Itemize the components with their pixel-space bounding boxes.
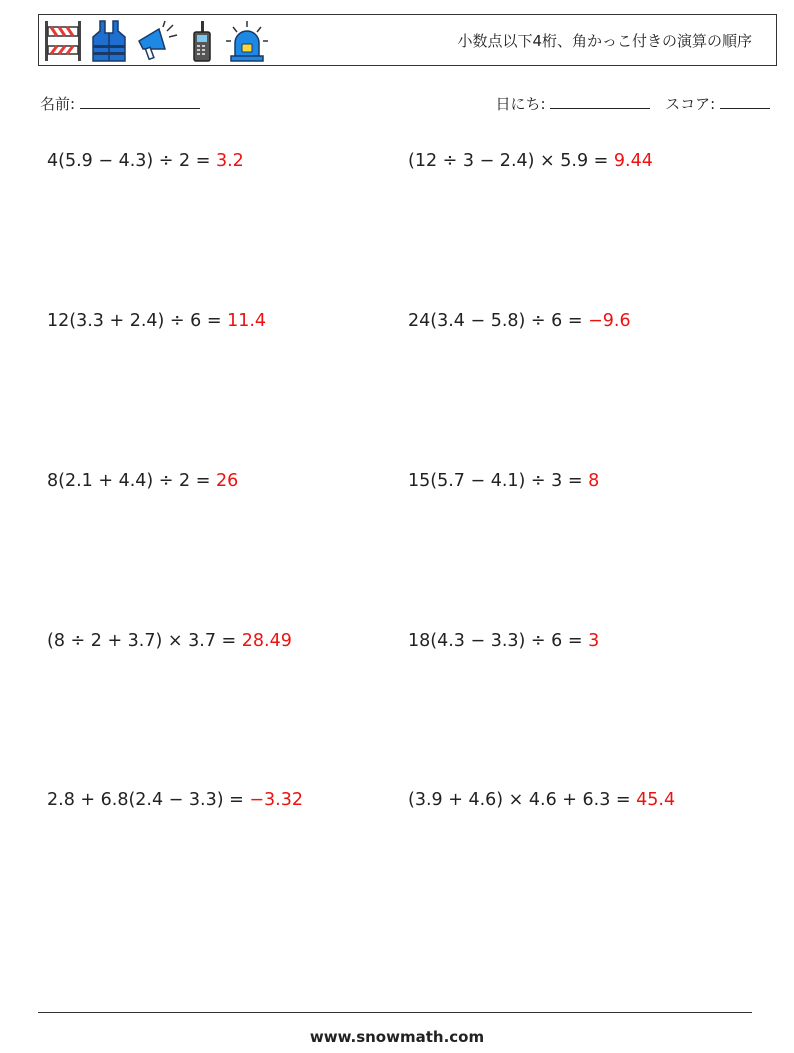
problem-answer: 11.4 <box>227 311 267 331</box>
worksheet-header <box>38 14 777 66</box>
problem-answer: 3 <box>588 631 600 651</box>
problem-answer: −3.32 <box>249 790 303 810</box>
problem-expression: 24(3.4 − 5.8) ÷ 6 = <box>408 311 589 331</box>
problem <box>408 151 653 171</box>
problem-answer: 45.4 <box>636 790 676 810</box>
problem-answer: −9.6 <box>588 311 631 331</box>
megaphone-icon <box>135 19 179 63</box>
problem-expression: 2.8 + 6.8(2.4 − 3.3) = <box>47 790 250 810</box>
problem <box>408 631 599 651</box>
problem-expression: 12(3.3 + 2.4) ÷ 6 = <box>47 311 228 331</box>
name-label: 名前: <box>40 95 76 113</box>
problem <box>47 790 303 810</box>
barrier-icon <box>43 19 83 63</box>
name-blank[interactable] <box>80 94 200 109</box>
problem <box>408 311 631 331</box>
problem-answer: 9.44 <box>613 151 653 171</box>
problem-answer: 3.2 <box>215 151 244 171</box>
problem-answer: 26 <box>215 471 239 491</box>
problem <box>47 311 266 331</box>
problem-answer: 8 <box>588 471 600 491</box>
siren-light-icon <box>225 19 269 63</box>
problem <box>47 151 244 171</box>
worksheet-title: 小数点以下4桁、角かっこ付きの演算の順序 <box>457 32 752 50</box>
problem-expression: (12 ÷ 3 − 2.4) × 5.9 = <box>408 151 614 171</box>
walkie-talkie-icon <box>187 19 217 63</box>
score-label: スコア: <box>665 95 716 113</box>
date-score-fields <box>496 93 770 114</box>
problem-expression: 15(5.7 − 4.1) ÷ 3 = <box>408 471 589 491</box>
safety-vest-icon <box>91 19 127 63</box>
problem <box>47 471 238 491</box>
problem <box>408 471 599 491</box>
problem <box>408 790 675 810</box>
name-field <box>40 93 200 114</box>
footer-url[interactable]: www.snowmath.com <box>309 1028 485 1046</box>
problem <box>47 631 292 651</box>
problem-expression: (3.9 + 4.6) × 4.6 + 6.3 = <box>408 790 637 810</box>
score-blank[interactable] <box>720 94 770 109</box>
problem-answer: 28.49 <box>241 631 292 651</box>
date-label: 日にち: <box>495 95 546 113</box>
problem-expression: 18(4.3 − 3.3) ÷ 6 = <box>408 631 589 651</box>
problem-expression: 8(2.1 + 4.4) ÷ 2 = <box>47 471 216 491</box>
header-icons <box>43 19 269 63</box>
problem-expression: (8 ÷ 2 + 3.7) × 3.7 = <box>47 631 242 651</box>
problem-expression: 4(5.9 − 4.3) ÷ 2 = <box>47 151 216 171</box>
date-blank[interactable] <box>550 94 650 109</box>
footer-divider <box>38 1012 752 1013</box>
